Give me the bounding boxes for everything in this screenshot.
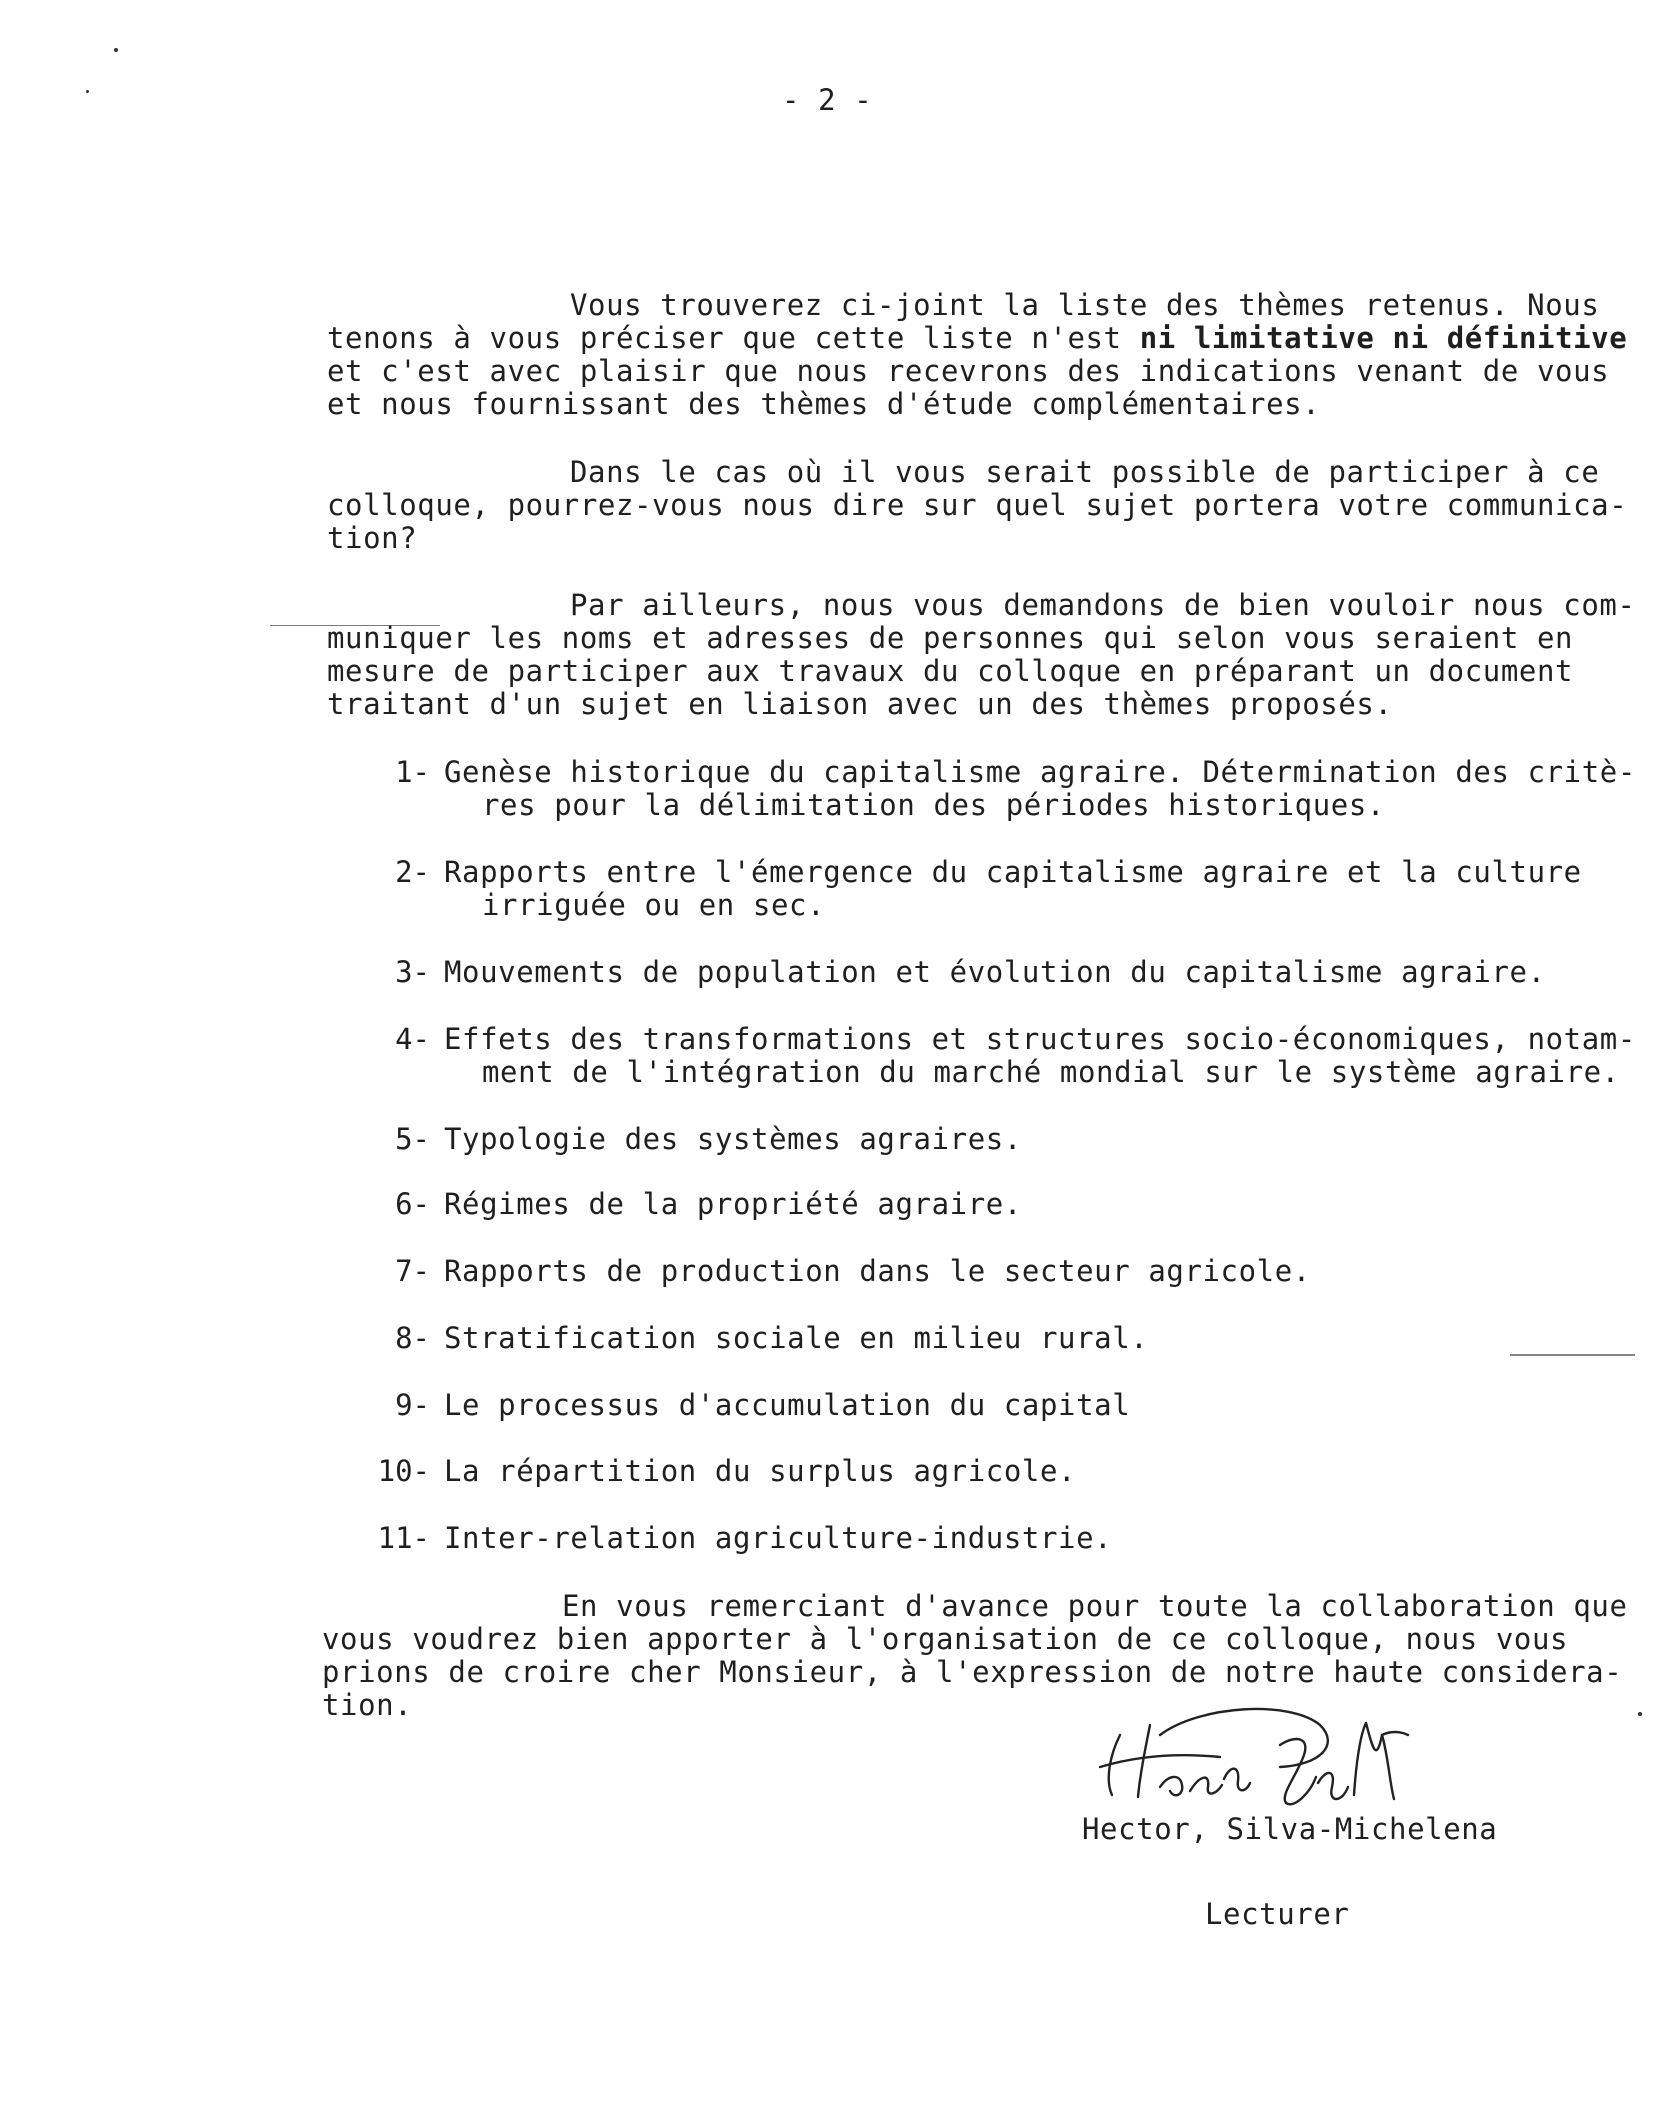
theme-text: Rapports entre l'émergence du capitalisme agraire et la culture [444, 855, 1582, 889]
theme-number: 9- [395, 1388, 430, 1422]
paragraph-line: Vous trouverez ci-joint la liste des thèmes retenus. Nous [570, 288, 1600, 322]
scan-speck [114, 48, 118, 52]
bold-ni: ni [1139, 321, 1176, 355]
paragraph-line: tenons à vous préciser que cette liste n'est ni limitative ni définitive [327, 321, 1628, 355]
bold-phrase: limitative ni définitive [1193, 321, 1628, 355]
theme-number: 3- [395, 955, 430, 989]
paragraph-line: tion. [322, 1688, 413, 1722]
scan-speck [86, 90, 89, 93]
theme-text: Régimes de la propriété agraire. [444, 1187, 1022, 1221]
theme-number: 7- [395, 1254, 430, 1288]
paragraph-line: En vous remerciant d'avance pour toute la collaboration que [562, 1589, 1628, 1623]
theme-text: Typologie des systèmes agraires. [444, 1122, 1022, 1156]
handwritten-signature [1090, 1695, 1430, 1815]
theme-text: Inter-relation agriculture-industrie. [444, 1521, 1113, 1555]
paragraph-line: Par ailleurs, nous vous demandons de bien vouloir nous com- [570, 588, 1636, 622]
signer-title: Lecturer [1205, 1897, 1350, 1931]
paragraph-line: traitant d'un sujet en liaison avec un des thèmes proposés. [327, 687, 1393, 721]
theme-number: 2- [395, 855, 430, 889]
paragraph-line: vous voudrez bien apporter à l'organisation de ce colloque, nous vous [322, 1622, 1569, 1656]
theme-text: Rapports de production dans le secteur agricole. [444, 1254, 1311, 1288]
theme-number: 1- [395, 755, 430, 789]
paragraph-line: et c'est avec plaisir que nous recevrons des indications venant de vous [327, 354, 1610, 388]
theme-number: 8- [395, 1321, 430, 1355]
theme-number: 6- [395, 1187, 430, 1221]
theme-number: 11- [377, 1521, 430, 1555]
theme-number: 5- [395, 1122, 430, 1156]
theme-text: ment de l'intégration du marché mondial sur le système agraire. [482, 1055, 1620, 1089]
theme-text: Genèse historique du capitalisme agraire. Détermination des critè- [444, 755, 1636, 789]
signer-name: Hector, Silva-Michelena [1082, 1812, 1498, 1846]
theme-text: irriguée ou en sec. [482, 888, 826, 922]
theme-number: 4- [395, 1022, 430, 1056]
theme-text: La répartition du surplus agricole. [444, 1454, 1077, 1488]
theme-text: res pour la délimitation des périodes historiques. [482, 788, 1385, 822]
paragraph-line: tion? [327, 521, 418, 555]
theme-text: Mouvements de population et évolution du capitalisme agraire. [444, 955, 1546, 989]
paragraph-line: prions de croire cher Monsieur, à l'expression de notre haute considera- [322, 1655, 1623, 1689]
theme-number: 10- [377, 1454, 430, 1488]
paragraph-line: muniquer les noms et adresses de personnes qui selon vous seraient en [327, 621, 1574, 655]
scan-speck [1638, 1712, 1642, 1716]
theme-text: Stratification sociale en milieu rural. [444, 1321, 1149, 1355]
page-number: - 2 - [782, 83, 873, 117]
paragraph-line: Dans le cas où il vous serait possible de participer à ce [570, 455, 1600, 489]
theme-text: Effets des transformations et structures socio-économiques, notam- [444, 1022, 1636, 1056]
paragraph-line: et nous fournissant des thèmes d'étude complémentaires. [327, 387, 1321, 421]
scan-line [1510, 1354, 1635, 1356]
theme-text: Le processus d'accumulation du capital [444, 1388, 1131, 1422]
paragraph-line: colloque, pourrez-vous nous dire sur quel sujet portera votre communica- [327, 488, 1628, 522]
paragraph-line: mesure de participer aux travaux du colloque en préparant un document [327, 654, 1574, 688]
